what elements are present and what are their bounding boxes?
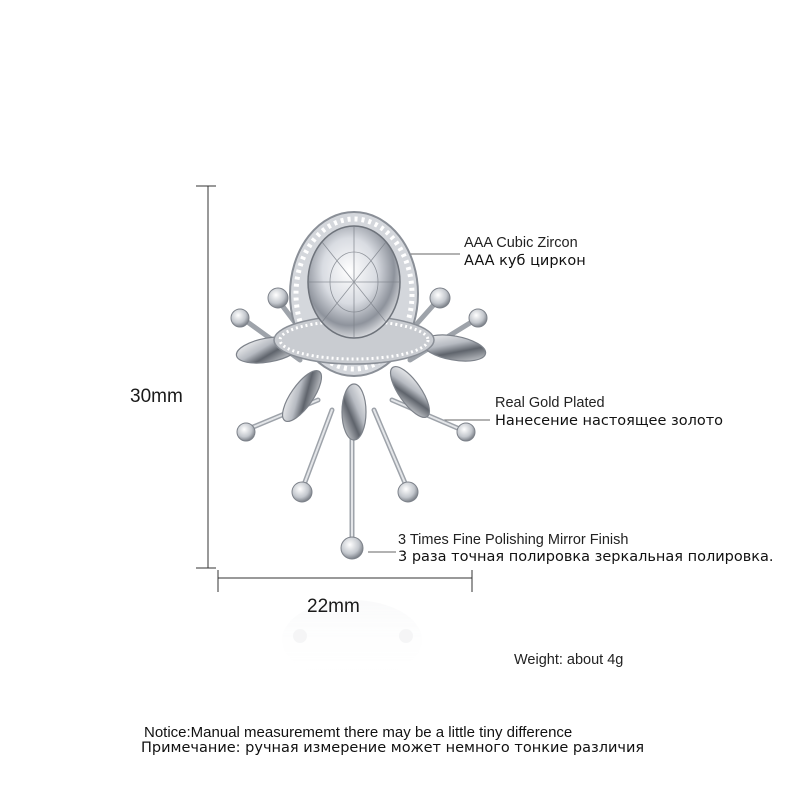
- gold-label-en: Real Gold Plated: [495, 395, 605, 411]
- height-dimension-line: [196, 186, 216, 568]
- gold-label-ru: Нанесение настоящее золото: [495, 413, 724, 429]
- weight-label: Weight: about 4g: [514, 652, 624, 668]
- notice-en: Notice:Manual measurememt there may be a little tiny difference: [144, 724, 573, 741]
- center-stone: [274, 212, 434, 376]
- width-dimension-line: [218, 570, 472, 592]
- width-dimension-label: 22mm: [307, 596, 360, 617]
- notice-ru: Примечание: ручная измерение может немного тонкие различия: [141, 740, 645, 756]
- zircon-label-en: AAA Cubic Zircon: [464, 235, 578, 251]
- polish-label-en: 3 Times Fine Polishing Mirror Finish: [398, 532, 629, 548]
- zircon-label-ru: AAA куб циркон: [464, 253, 586, 269]
- height-dimension-label: 30mm: [130, 386, 183, 407]
- polish-label-ru: 3 раза точная полировка зеркальная полировка.: [398, 549, 774, 565]
